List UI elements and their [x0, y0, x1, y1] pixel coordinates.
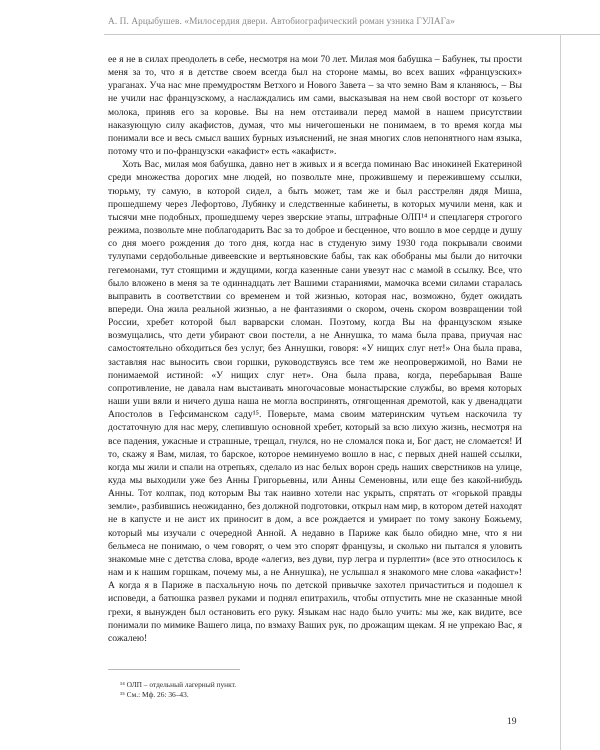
footnote-14: ¹⁴ ОЛП – отдельный лагерный пункт. — [120, 680, 237, 689]
footnote-15: ¹⁵ См.: Мф. 26: 36–43. — [120, 690, 189, 699]
paragraph: ее я не в силах преодолеть в себе, несмотря на мои 70 лет. Милая моя бабушка – Бабунек, ты прости меня за то, что я в детстве своем всегда был на стороне мамы, во всех ваших «французских» ураганах. Уча нас мне премудростям Ветхого и Нового Завета – за что земно Вам я кланяюсь, – Вы не учили нас французскому, а наслаждались им сами, высказывая на нем свой восторг от козьего молока, приняв его за коровье. Вы на нем отстаивали перед мамой в нашем присутствии наказующую силу акафистов, думая, что мы ничегошеньки не понимаем, в то время когда мы понимали все и весь смысл ваших бурных изъяснений, не зная многих слов непонятного нам языка, потому что и по-французски «акафист» есть «акафист». — [108, 54, 522, 158]
paragraph: Хоть Вас, милая моя бабушка, давно нет в живых и я всегда поминаю Вас инокиней Екатериной среди множества дорогих мне людей, но позвольте мне, прожившему и пережившему ссылки, тюрьму, ту самую, в которой сидел, а быть может, там же и был расстрелян дядя Миша, прошедшему через Лефортово, Лубянку и следственные кабинеты, в которых мучили меня, как и тысячи мне подобных, прошедшему через зверские этапы, штрафные ОЛП¹⁴ и спецлагеря строгого режима, позвольте мне поблагодарить Вас за то доброе и бесценное, что вошло в мое сердце и душу со дня моего рождения до того дня, когда нас в студеную зиму 1930 года покрывали своими тулупами сердобольные дивеевские и вертьяновские бабы, так как обобраны мы были до ниточки гегемонами, тут стоящими и ждущими, когда казенные сани увезут нас с мамой в ссылку. Все, что было вложено в меня за те одиннадцать лет Вашими стараниями, мамочка всеми силами старалась выправить в соответствии со временем и той жизнью, которая нас, возможно, будет ожидать впереди. Она жила реальной жизнью, а не фантазиями о скором, очень скором возвращении той России, хребет которой был варварски сломан. Поэтому, когда Вы на французском языке возмущались, что дети убирают свои постели, а не Аннушка, то мама была права, приучая нас самостоятельно обходиться без услуг, без Аннушки, говоря: «У нищих слуг нет!» Она была права, заставляя нас выносить свои горшки, руководствуясь все тем же неопровержимой, но Вами не понимаемой истиной: «У нищих слуг нет». Она была права, когда, перебарывая Ваше сопротивление, не давала нам выстаивать многочасовые монастырские службы, во время которых наши уши вяли и ничего душа наша не могла воспринять, отягощенная дремотой, как у двенадцати Апостолов в Гефсиманском саду¹⁵. Поверьте, мама своим материнским чутьем наскочила ту достаточную для нас меру, слепившую основной хребет, который за всю лихую жизнь, несмотря на все падения, ужасные и страшные, трещал, гнулся, но не сломался пока и, Бог даст, не сломается! И то, скажу я Вам, милая, то барское, которое неминуемо вошло в нас, с первых дней нашей ссылки, когда мы жили и спали на отрепьях, сделало из нас белых ворон средь наших сверстников на улице, куда мы выходили уже без Анны Григорьевны, или Анны Семеновны, или еще без какой-нибудь Анны. Тот колпак, под которым Вы так наивно хотели нас укрыть, спрятать от «горькой правды земли», разбившись неожиданно, без должной подготовки, открыл нам мир, в котором детей находят не в капусте и не аист их приносит в дом, а все рождается и умирает по тому закону Божьему, который мы изучали с очередной Анной. А недавно в Париже как было обидно мне, что я ни бельмеса не понимаю, о чем говорят, о чем это спорят французы, и сколько ни пытался я уловить знакомые мне с детства слова, вроде «алегиз, вез дуви, пур легра и пурлепти» (все это относилось к нам и к нашим горшкам, почему мы, а не Аннушка), не услышал я знакомого мне слова «акафист»! А когда я в Париже в пасхальную ночь по детской привычке захотел причаститься и подошел к исповеди, а батюшка развел руками и поднял епитрахиль, чтобы отпустить мне не сказанные мной грехи, я вынужден был остановить его руку. Языкам нас надо было учить: мы же, как видите, все понимали по мимике Вашего лица, по взмаху Ваших рук, по дрожащим щекам. Я не упрекаю Вас, я сожалею! — [108, 159, 523, 644]
footnote-separator — [108, 669, 240, 670]
page-number: 19 — [507, 716, 517, 727]
margin-rule — [560, 34, 561, 750]
header-rule — [104, 34, 600, 35]
body-text — [108, 53, 522, 645]
running-head-text: А. П. Арцыбушев. «Милосердия двери. Автобиографический роман узника ГУЛАГа» — [108, 17, 455, 27]
footnotes — [120, 680, 520, 700]
running-head — [0, 0, 600, 40]
